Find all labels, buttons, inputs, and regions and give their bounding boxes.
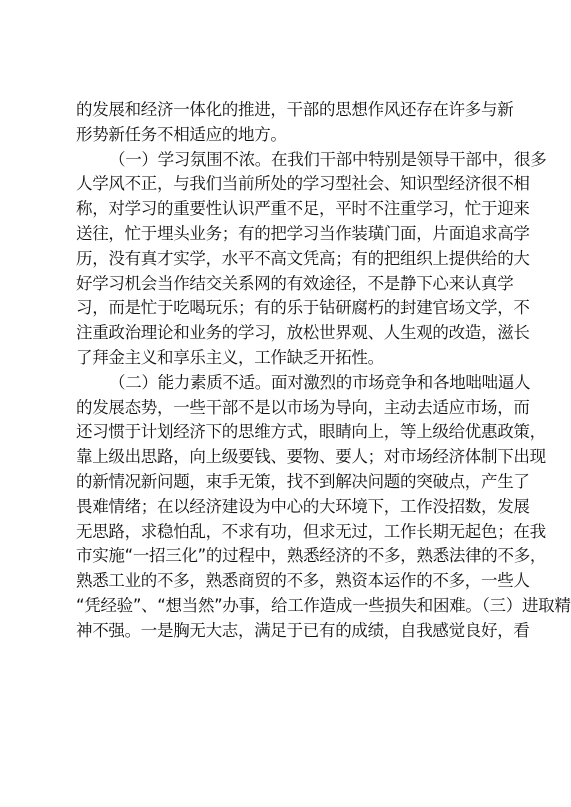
text-line-21: “凭经验”、“想当然”办事，给工作造成一些损失和困难。（三）进取精 [76,595,571,615]
text-line-17: 畏难情绪；在以经济建设为中心的大环境下，工作没招数，发展 [76,496,530,516]
text-line-5: 称，对学习的重要性认识严重不足，平时不注重学习，忙于迎来 [76,199,530,219]
text-line-7: 历，没有真才实学，水平不高文凭高；有的把组织上提供给的大 [76,248,530,268]
text-line-6: 送往，忙于埋头业务；有的把学习当作装璜门面，片面追求高学 [76,223,530,243]
text-line-14: 还习惯于计划经济下的思维方式，眼睛向上，等上级给优惠政策， [76,422,546,442]
text-line-8: 好学习机会当作结交关系网的有效途径，不是静下心来认真学 [76,273,514,293]
document-body [76,98,571,644]
text-line-18: 无思路，求稳怕乱，不求有功，但求无过，工作长期无起色；在我 [76,521,546,541]
text-line-9: 习，而是忙于吃喝玩乐；有的乐于钻研腐朽的封建官场文学，不 [76,298,530,318]
text-line-13: 的发展态势，一些干部不是以市场为导向，主动去适应市场，而 [76,397,530,417]
text-line-4: 人学风不正，与我们当前所处的学习型社会、知识型经济很不相 [76,174,530,194]
text-line-22: 神不强。一是胸无大志，满足于已有的成绩，自我感觉良好，看 [76,620,530,640]
text-line-3: （一）学习氛围不浓。在我们干部中特别是领导干部中，很多 [109,149,547,169]
text-line-20: 熟悉工业的不多，熟悉商贸的不多，熟资本运作的不多，一些人 [76,571,530,591]
text-line-19: 市实施“一招三化”的过程中，熟悉经济的不多，熟悉法律的不多， [76,546,547,566]
text-line-1: 的发展和经济一体化的推进，干部的思想作风还存在许多与新 [76,100,514,119]
text-line-10: 注重政治理论和业务的学习，放松世界观、人生观的改造，滋长 [76,323,530,343]
text-line-16: 的新情况新问题，束手无策，找不到解决问题的突破点，产生了 [76,471,530,491]
text-line-2: 形势新任务不相适应的地方。 [76,124,287,144]
text-line-15: 靠上级出思路，向上级要钱、要物、要人；对市场经济体制下出现 [76,447,546,467]
text-line-12: （二）能力素质不适。面对激烈的市场竞争和各地咄咄逼人 [109,372,531,392]
text-line-11: 了拜金主义和享乐主义，工作缺乏开拓性。 [76,347,384,367]
